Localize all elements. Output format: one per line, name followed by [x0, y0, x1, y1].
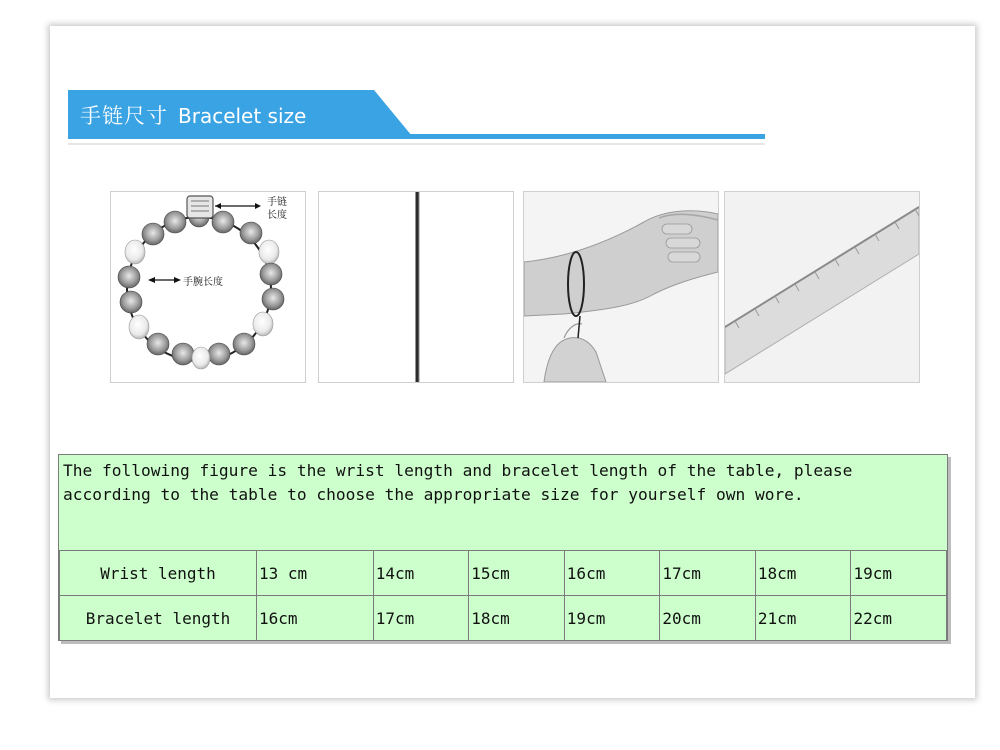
table-row-bracelet: [60, 596, 947, 641]
table-cell: 17cm: [373, 596, 469, 641]
size-table: [59, 550, 947, 641]
table-cell: 17cm: [660, 551, 756, 596]
wrist-length-label: 手腕长度: [183, 277, 223, 288]
bracelet-length-label-1: 手链: [267, 197, 287, 208]
section-title-cn: 手链尺寸: [80, 104, 168, 128]
table-cell: 16cm: [257, 596, 374, 641]
bracelet-length-label-2: 长度: [267, 210, 287, 221]
table-cell: 16cm: [564, 551, 660, 596]
table-cell: 18cm: [469, 596, 565, 641]
table-cell: 13 cm: [257, 551, 374, 596]
table-cell: 22cm: [851, 596, 947, 641]
row-header-wrist: Wrist length: [60, 551, 257, 596]
ruler-photo: [724, 191, 920, 383]
banner-shadow-line: [68, 143, 765, 145]
table-cell: 15cm: [469, 551, 565, 596]
wrist-measuring-photo: [523, 191, 719, 383]
table-cell: 19cm: [564, 596, 660, 641]
table-cell: 21cm: [755, 596, 851, 641]
table-cell: 14cm: [373, 551, 469, 596]
size-guide-note: The following figure is the wrist length and bracelet length of the table, please according to the table to choose the appropriate size for yourself own wore.: [63, 461, 853, 504]
bracelet-diagram-image: [110, 191, 306, 383]
table-cell: 20cm: [660, 596, 756, 641]
size-guide-box: [58, 454, 948, 641]
bracelet-size-card: [50, 26, 975, 698]
table-row-wrist: [60, 551, 947, 596]
bracelet-length-label: [267, 196, 287, 222]
section-title-en: Bracelet size: [178, 104, 307, 128]
measuring-string-image: [318, 191, 514, 383]
banner-underline: [68, 134, 765, 139]
table-cell: 18cm: [755, 551, 851, 596]
table-cell: 19cm: [851, 551, 947, 596]
section-title: [80, 100, 306, 130]
row-header-bracelet: Bracelet length: [60, 596, 257, 641]
